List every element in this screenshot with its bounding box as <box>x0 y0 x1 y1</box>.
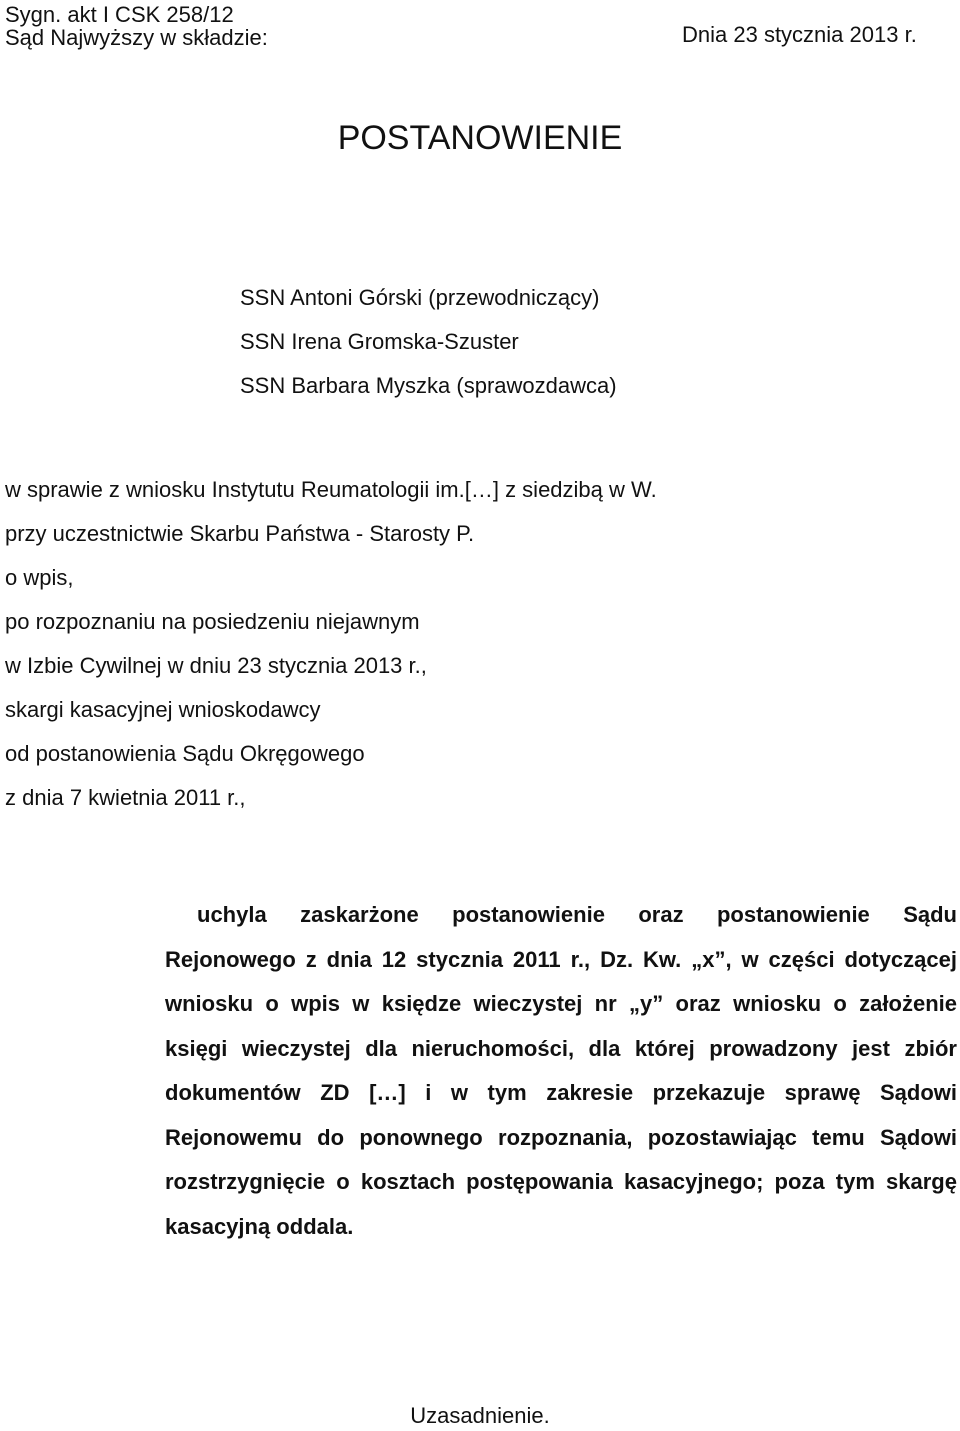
case-line: przy uczestnictwie Skarbu Państwa - Starosty P. <box>5 521 475 546</box>
judge-line: SSN Irena Gromska-Szuster <box>240 329 519 354</box>
ruling-date: Dnia 23 stycznia 2013 r. <box>682 22 917 47</box>
case-description <box>5 468 657 820</box>
document-title: POSTANOWIENIE <box>337 119 623 157</box>
case-signature: Sygn. akt I CSK 258/12 <box>5 2 234 27</box>
case-line: w Izbie Cywilnej w dniu 23 stycznia 2013 r., <box>5 653 427 678</box>
ruling-paragraph: uchyla zaskarżone postanowienie oraz postanowienie Sądu Rejonowego z dnia 12 stycznia 2011 r., Dz. Kw. „x”, w części dotyczącej wniosku o wpis w księdze wieczystej nr „y” oraz wniosku o założenie księgi wieczystej dla nieruchomości, dla której prowadzony jest zbiór dokumentów ZD […] i w tym zakresie przekazuje sprawę Sądowi Rejonowemu do ponownego rozpoznania, pozostawiając temu Sądowi rozstrzygnięcie o kosztach postępowania kasacyjnego; poza tym skargę kasacyjną oddala. <box>165 902 957 1239</box>
judge-line: SSN Antoni Górski (przewodniczący) <box>240 285 600 310</box>
case-line: o wpis, <box>5 565 74 590</box>
case-line: w sprawie z wniosku Instytutu Reumatologii im.[…] z siedzibą w W. <box>5 477 657 502</box>
judges-list <box>240 276 617 408</box>
case-line: z dnia 7 kwietnia 2011 r., <box>5 785 246 810</box>
case-line: skargi kasacyjnej wnioskodawcy <box>5 697 321 722</box>
court-composition-label: Sąd Najwyższy w składzie: <box>5 25 268 50</box>
case-line: po rozpoznaniu na posiedzeniu niejawnym <box>5 609 420 634</box>
justification-heading: Uzasadnienie. <box>410 1403 550 1428</box>
case-line: od postanowienia Sądu Okręgowego <box>5 741 365 766</box>
judge-line: SSN Barbara Myszka (sprawozdawca) <box>240 373 617 398</box>
